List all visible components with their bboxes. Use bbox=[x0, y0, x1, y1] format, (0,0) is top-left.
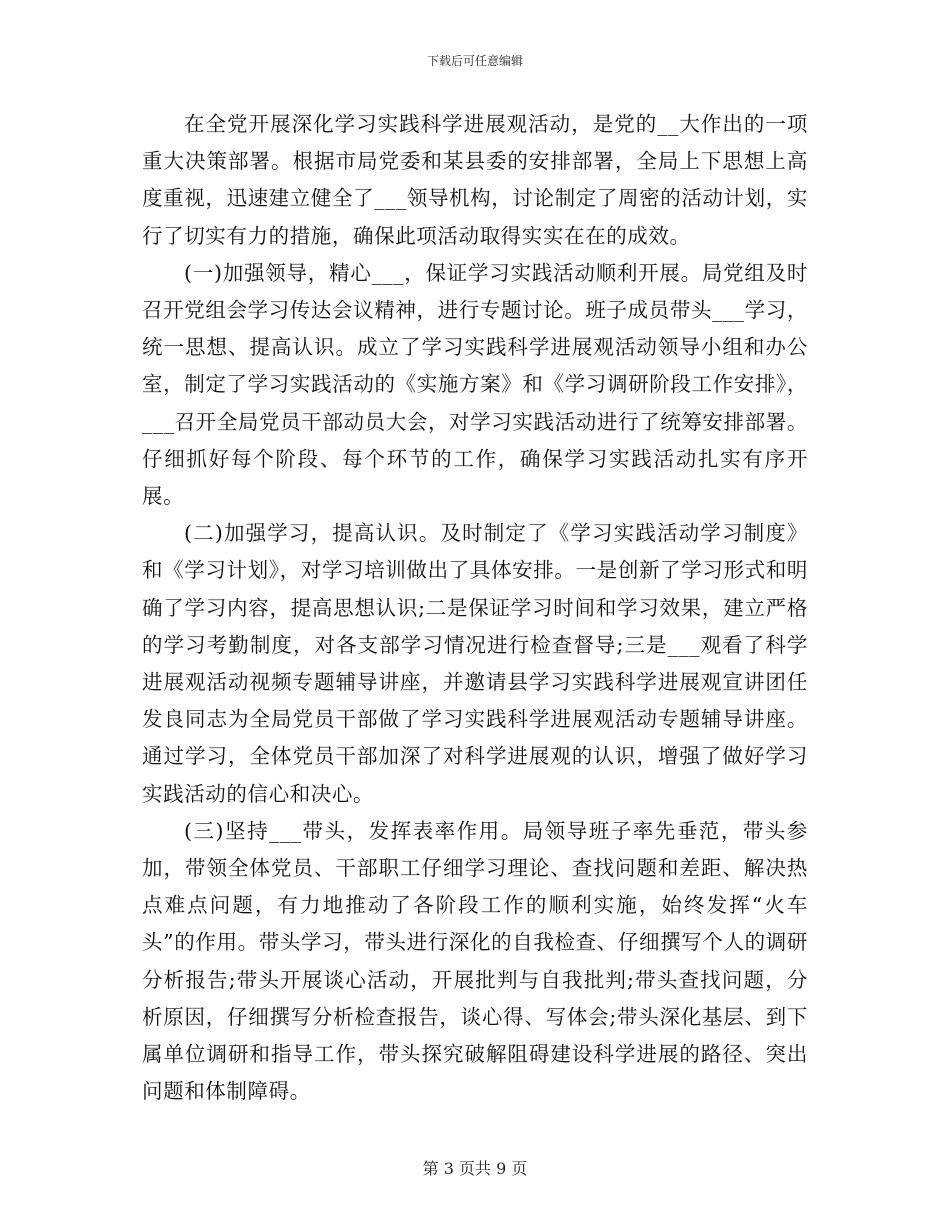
page-number: 第 3 页共 9 页 bbox=[422, 1159, 528, 1178]
paragraph-section-3: (三)坚持___带头，发挥表率作用。局领导班子率先垂范，带头参加，带领全体党员、干部职工仔细学习理论、查找问题和差距、解决热点难点问题，有力地推动了各阶段工作的顺利实施，始终发挥“火车头”的作用。带头学习，带头进行深化的自我检查、仔细撰写个人的调研分析报告;带头开展谈心活动，开展批判与自我批判;带头查找问题，分析原因，仔细撰写分析检查报告，谈心得、写体会;带头深化基层、到下属单位调研和指导工作，带头探究破解阻碍建设科学进展的路径、突出问题和体制障碍。 bbox=[142, 818, 808, 1104]
page-header: 下载后可任意编辑 bbox=[426, 54, 523, 68]
paragraph-section-2: (二)加强学习，提高认识。及时制定了《学习实践活动学习制度》和《学习计划》，对学习培训做出了具体安排。一是创新了学习形式和明确了学习内容，提高思想认识;二是保证学习时间和学习效果，建立严格的学习考勤制度，对各支部学习情况进行检查督导;三是___观看了科学进展观活动视频专题辅导讲座，并邀请县学习实践科学进展观宣讲团任发良同志为全局党员干部做了学习实践科学进展观活动专题辅导讲座。通过学习，全体党员干部加深了对科学进展观的认识，增强了做好学习实践活动的信心和决心。 bbox=[142, 521, 808, 806]
paragraph-intro: 在全党开展深化学习实践科学进展观活动，是党的__大作出的一项重大决策部署。根据市局党委和某县委的安排部署，全局上下思想上高度重视，迅速建立健全了___领导机构，讨论制定了周密的活动计划，实行了切实有力的措施，确保此项活动取得实实在在的成效。 bbox=[142, 112, 808, 248]
document-body bbox=[142, 106, 808, 1110]
paragraph-section-1: (一)加强领导，精心___，保证学习实践活动顺利开展。局党组及时召开党组会学习传达会议精神，进行专题讨论。班子成员带头___学习，统一思想、提高认识。成立了学习实践科学进展观活动领导小组和办公室，制定了学习实践活动的《实施方案》和《学习调研阶段工作安排》，___召开全局党员干部动员大会，对学习实践活动进行了统筹安排部署。仔细抓好每个阶段、每个环节的工作，确保学习实践活动扎实有序开展。 bbox=[142, 260, 808, 509]
